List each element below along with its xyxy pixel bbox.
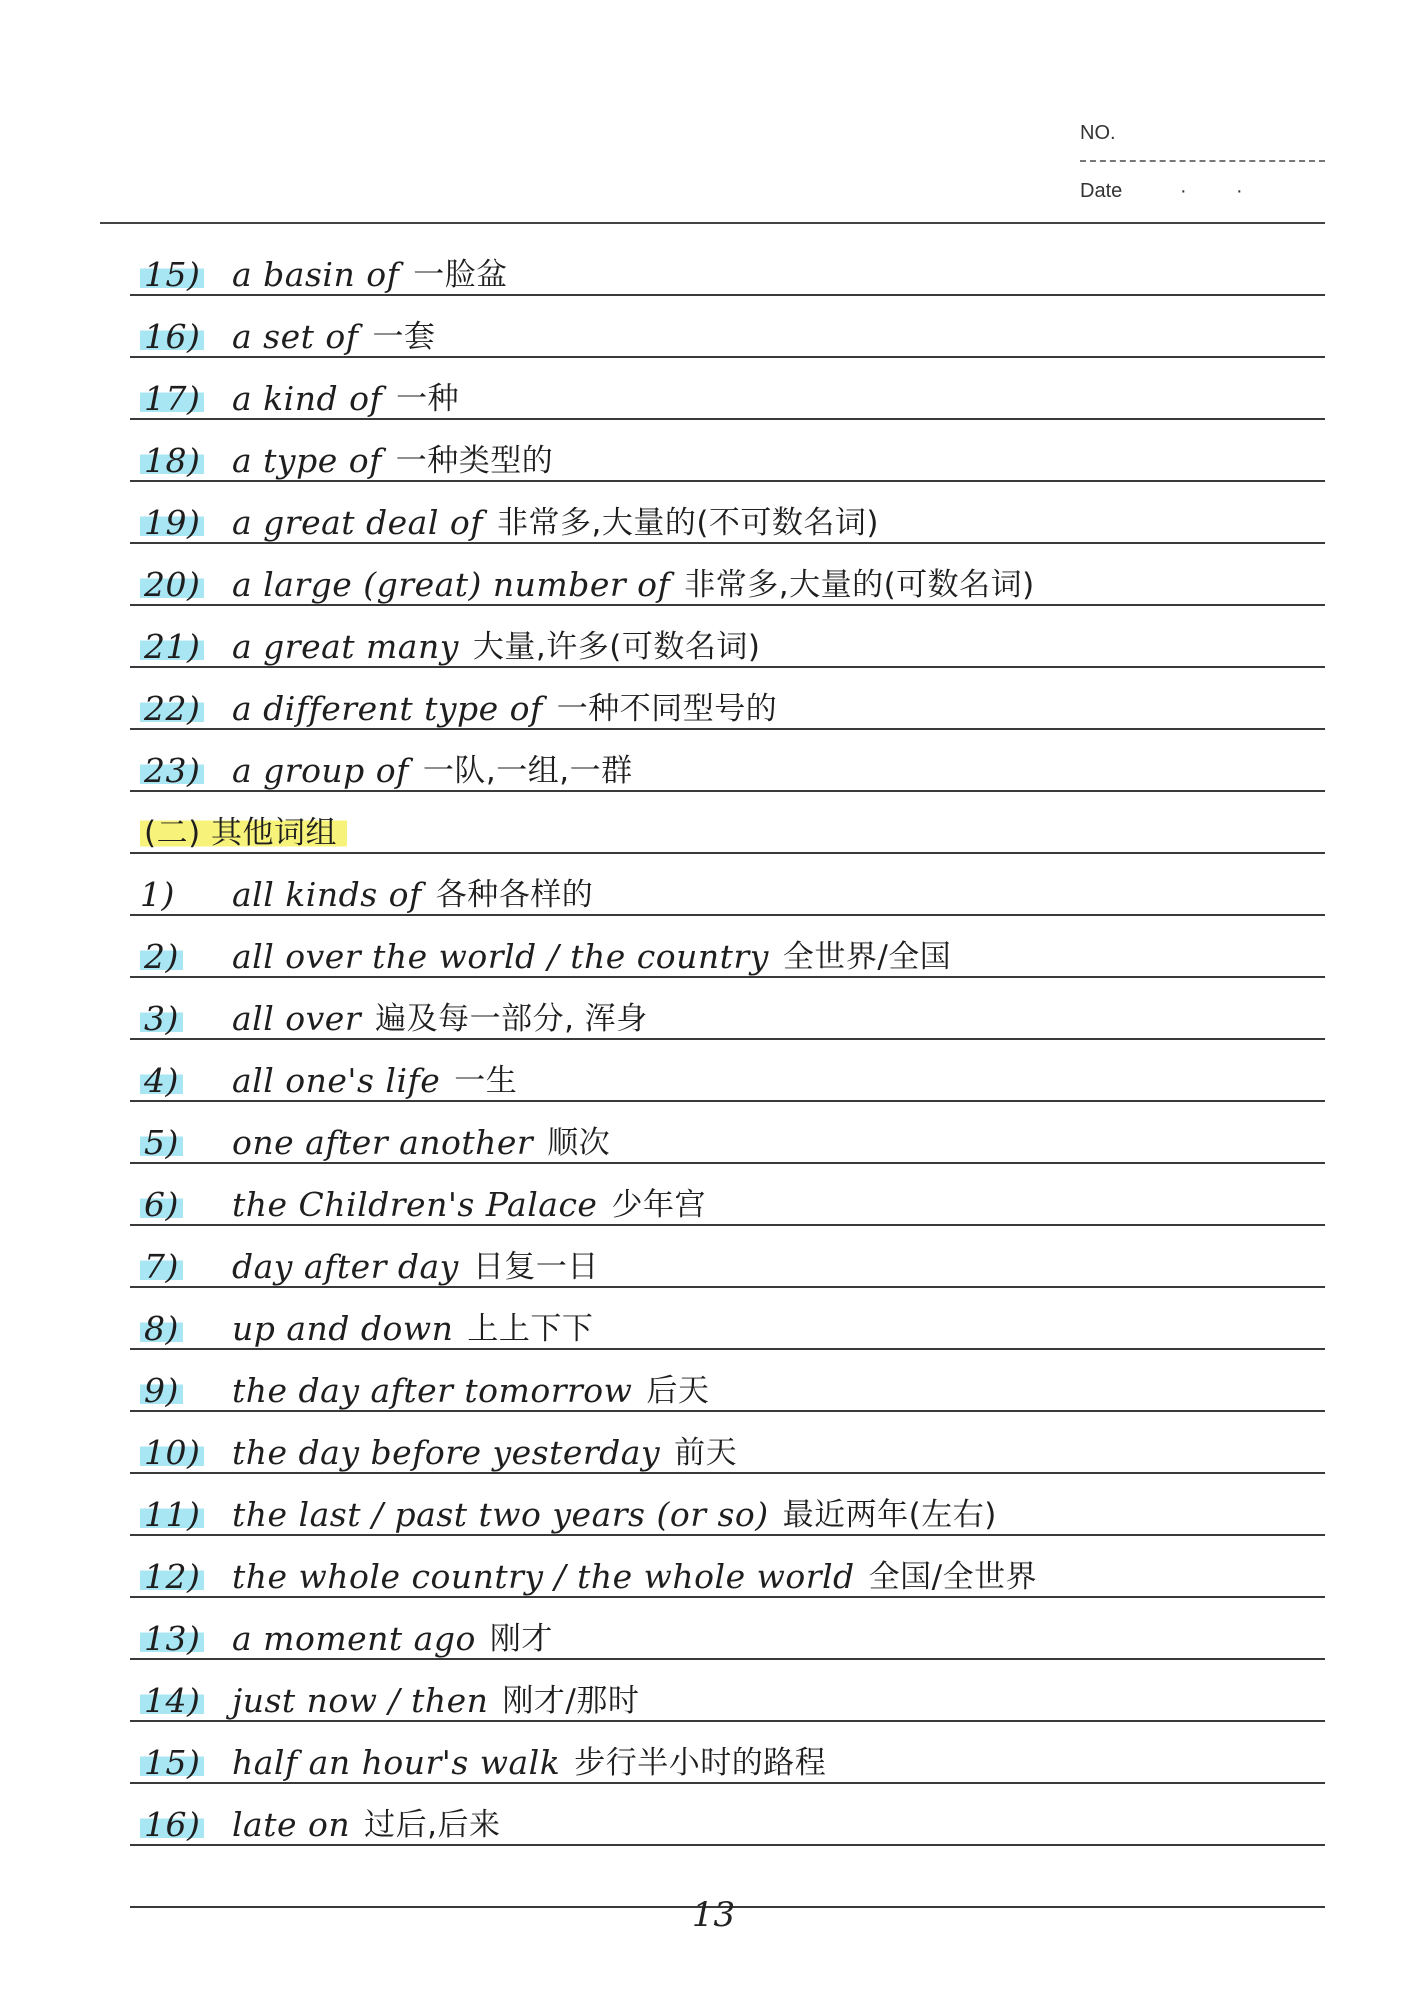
list-item [140,492,879,542]
ruled-line [130,604,1325,606]
item-number: 23) [140,751,204,790]
ruled-line [130,1100,1325,1102]
chinese-meaning: 顺次 [547,1125,611,1161]
ruled-line [130,1286,1325,1288]
date-dot: · [1180,180,1187,202]
item-number: 13) [140,1619,204,1658]
list-item [140,988,648,1038]
item-number: 15) [140,255,204,294]
item-number: 17) [140,379,204,418]
english-phrase: one after another [232,1123,534,1162]
chinese-meaning: 后天 [646,1373,710,1409]
english-phrase: the day after tomorrow [232,1371,633,1410]
chinese-meaning: 大量,许多(可数名词) [472,629,761,665]
item-number: 15) [140,1743,204,1782]
chinese-meaning: 刚才 [489,1621,553,1657]
english-phrase: the last / past two years (or so) [232,1495,769,1534]
chinese-meaning: 步行半小时的路程 [574,1745,827,1781]
item-number: 19) [140,503,204,542]
no-label: NO. [1080,122,1116,144]
item-number: 6) [140,1185,183,1224]
chinese-meaning: 一种不同型号的 [556,691,778,727]
english-phrase: a moment ago [232,1619,476,1658]
ruled-line [130,1534,1325,1536]
list-item [140,1174,706,1224]
page-number: 13 [691,1895,736,1935]
list-item [140,616,760,666]
list-item [140,678,777,728]
chinese-meaning: 过后,后来 [364,1807,501,1843]
ruled-line [130,356,1325,358]
ruled-line [130,480,1325,482]
english-phrase: all over the world / the country [232,937,769,976]
english-phrase: half an hour's walk [232,1743,561,1782]
ruled-line [130,1782,1325,1784]
ruled-line [130,1224,1325,1226]
ruled-line [130,790,1325,792]
english-phrase: all over [232,999,362,1038]
chinese-meaning: 一脸盆 [413,257,508,293]
ruled-line [130,1348,1325,1350]
list-item [140,368,459,418]
ruled-line [130,1720,1325,1722]
section-heading-row [140,802,347,852]
chinese-meaning: 前天 [674,1435,738,1471]
english-phrase: a set of [232,317,359,356]
chinese-meaning: 非常多,大量的(可数名词) [684,567,1035,603]
item-number: 9) [140,1371,183,1410]
list-item [140,740,633,790]
date-label: Date [1080,180,1123,202]
ruled-line [130,666,1325,668]
list-item [140,926,951,976]
list-item [140,1794,501,1844]
item-number: 20) [140,565,204,604]
item-number: 1) [140,875,175,914]
list-item [140,554,1035,604]
english-phrase: a type of [232,441,382,480]
ruled-line [130,1038,1325,1040]
ruled-line [130,1410,1325,1412]
chinese-meaning: 一队,一组,一群 [422,753,633,789]
list-item [140,430,553,480]
english-phrase: a great many [232,627,459,666]
ruled-line [130,1844,1325,1846]
item-number: 11) [140,1495,204,1534]
ruled-line [130,1472,1325,1474]
english-phrase: day after day [232,1247,459,1286]
ruled-line [130,542,1325,544]
chinese-meaning: 最近两年(左右) [782,1497,997,1533]
item-number: 3) [140,999,183,1038]
list-item [140,1422,737,1472]
list-item [140,244,508,294]
ruled-line [130,1162,1325,1164]
list-item [140,1360,709,1410]
ruled-line [130,976,1325,978]
list-item [140,1484,997,1534]
chinese-meaning: 一种 [396,381,460,417]
list-item [140,1608,553,1658]
chinese-meaning: 上上下下 [467,1311,594,1347]
english-phrase: a basin of [232,255,400,294]
english-phrase: a large (great) number of [232,565,671,604]
item-number: 18) [140,441,204,480]
item-number: 12) [140,1557,204,1596]
item-number: 2) [140,937,183,976]
chinese-meaning: 一套 [372,319,436,355]
list-item [140,306,435,356]
chinese-meaning: 各种各样的 [435,877,594,913]
english-phrase: a great deal of [232,503,483,542]
date-dot: · [1236,180,1243,202]
item-number: 22) [140,689,204,728]
chinese-meaning: 全国/全世界 [868,1559,1038,1595]
english-phrase: the day before yesterday [232,1433,661,1472]
english-phrase: late on [232,1805,351,1844]
english-phrase: a kind of [232,379,383,418]
english-phrase: just now / then [232,1681,489,1720]
english-phrase: up and down [232,1309,454,1348]
chinese-meaning: 遍及每一部分, 浑身 [375,1001,648,1037]
item-number: 8) [140,1309,183,1348]
chinese-meaning: 少年宫 [611,1187,706,1223]
item-number: 5) [140,1123,183,1162]
item-number: 16) [140,1805,204,1844]
list-item [140,1670,639,1720]
item-number: 4) [140,1061,183,1100]
item-number: 16) [140,317,204,356]
item-number: 14) [140,1681,204,1720]
english-phrase: a different type of [232,689,543,728]
list-item [140,1050,517,1100]
chinese-meaning: 非常多,大量的(不可数名词) [496,505,880,541]
list-item [140,1546,1037,1596]
ruled-line [130,418,1325,420]
list-item [140,1112,610,1162]
ruled-line [130,852,1325,854]
item-number: 21) [140,627,204,666]
ruled-line [130,294,1325,296]
english-phrase: a group of [232,751,409,790]
chinese-meaning: 刚才/那时 [502,1683,640,1719]
chinese-meaning: 一生 [454,1063,518,1099]
chinese-meaning: 全世界/全国 [782,939,952,975]
list-item [140,864,593,914]
item-number: 7) [140,1247,183,1286]
ruled-line [130,728,1325,730]
english-phrase: the whole country / the whole world [232,1557,855,1596]
ruled-line [130,914,1325,916]
section-heading: (二) 其他词组 [140,807,347,852]
list-item [140,1236,599,1286]
english-phrase: all one's life [232,1061,441,1100]
ruled-line [130,1658,1325,1660]
ruled-line [130,1596,1325,1598]
item-number: 10) [140,1433,204,1472]
list-item [140,1298,593,1348]
list-item [140,1732,826,1782]
english-phrase: the Children's Palace [232,1185,598,1224]
chinese-meaning: 日复一日 [472,1249,599,1285]
chinese-meaning: 一种类型的 [395,443,554,479]
english-phrase: all kinds of [232,875,422,914]
